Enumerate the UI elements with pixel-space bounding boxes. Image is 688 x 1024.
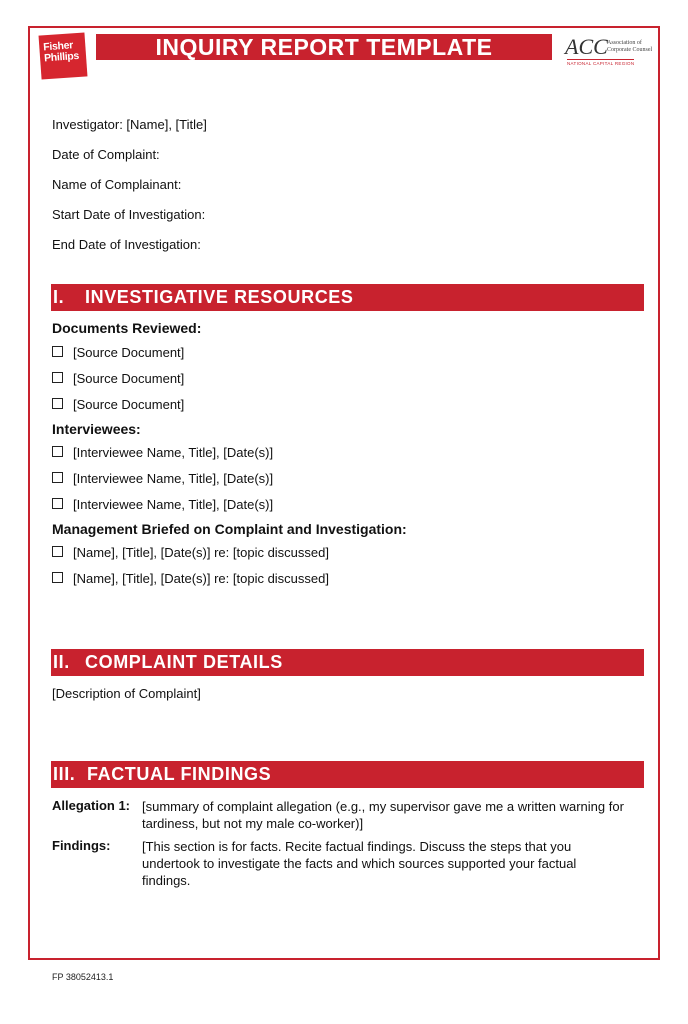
allegation-text: [summary of complaint allegation (e.g., my supervisor gave me a written warning for tardiness, but not my male co-worker)] <box>142 799 624 831</box>
interviewees-heading: Interviewees: <box>52 421 141 437</box>
checkbox-icon[interactable] <box>52 398 63 409</box>
complaint-description: [Description of Complaint] <box>52 686 201 701</box>
logo-line2: Phillips <box>43 49 80 65</box>
document-item <box>52 397 184 413</box>
section-number: III. <box>53 764 76 784</box>
name-of-complainant-field: Name of Complainant: <box>52 177 182 192</box>
management-item-label: [Name], [Title], [Date(s)] re: [topic discussed] <box>73 545 329 560</box>
management-item-label: [Name], [Title], [Date(s)] re: [topic discussed] <box>73 571 329 586</box>
acc-logo-mark: ACC <box>565 34 608 59</box>
document-item-label: [Source Document] <box>73 345 185 360</box>
interviewee-item-label: [Interviewee Name, Title], [Date(s)] <box>73 497 274 512</box>
interviewee-item <box>52 497 273 513</box>
findings-text: [This section is for facts. Recite factual findings. Discuss the steps that you undertook to investigate the facts and which sources supported your factual findings. <box>142 839 577 888</box>
date-of-complaint-field: Date of Complaint: <box>52 147 160 162</box>
checkbox-icon[interactable] <box>52 346 63 357</box>
section-factual-findings-header <box>51 761 644 788</box>
investigator-field: Investigator: [Name], [Title] <box>52 117 207 132</box>
documents-reviewed-heading: Documents Reviewed: <box>52 320 202 336</box>
interviewee-item-label: [Interviewee Name, Title], [Date(s)] <box>73 471 274 486</box>
document-item-label: [Source Document] <box>73 371 185 386</box>
acc-logo-subtitle: Association of Corporate Counsel <box>607 40 653 53</box>
section-complaint-details-header <box>51 649 644 676</box>
interviewee-item-label: [Interviewee Name, Title], [Date(s)] <box>73 445 274 460</box>
checkbox-icon[interactable] <box>52 446 63 457</box>
checkbox-icon[interactable] <box>52 472 63 483</box>
document-item <box>52 371 184 387</box>
management-briefed-heading: Management Briefed on Complaint and Investigation: <box>52 521 407 537</box>
section-title: FACTUAL FINDINGS <box>87 764 272 784</box>
section-investigative-resources-header <box>51 284 644 311</box>
section-title: COMPLAINT DETAILS <box>85 652 283 672</box>
section-number: II. <box>53 652 70 672</box>
fisher-phillips-logo <box>39 32 88 79</box>
document-title: INQUIRY REPORT TEMPLATE <box>96 34 552 60</box>
checkbox-icon[interactable] <box>52 546 63 557</box>
document-item-label: [Source Document] <box>73 397 185 412</box>
acc-logo <box>563 36 655 66</box>
acc-logo-region: NATIONAL CAPITAL REGION <box>567 61 635 66</box>
document-item <box>52 345 184 361</box>
checkbox-icon[interactable] <box>52 372 63 383</box>
management-item <box>52 571 329 587</box>
end-date-field: End Date of Investigation: <box>52 237 201 252</box>
allegation-label: Allegation 1: <box>52 798 131 813</box>
checkbox-icon[interactable] <box>52 498 63 509</box>
management-item <box>52 545 329 561</box>
start-date-field: Start Date of Investigation: <box>52 207 206 222</box>
section-number: I. <box>53 287 65 307</box>
interviewee-item <box>52 471 273 487</box>
section-title: INVESTIGATIVE RESOURCES <box>85 287 354 307</box>
logo-line1: Fisher <box>42 39 74 54</box>
checkbox-icon[interactable] <box>52 572 63 583</box>
document-id: FP 38052413.1 <box>52 972 114 982</box>
interviewee-item <box>52 445 273 461</box>
findings-label: Findings: <box>52 838 111 853</box>
